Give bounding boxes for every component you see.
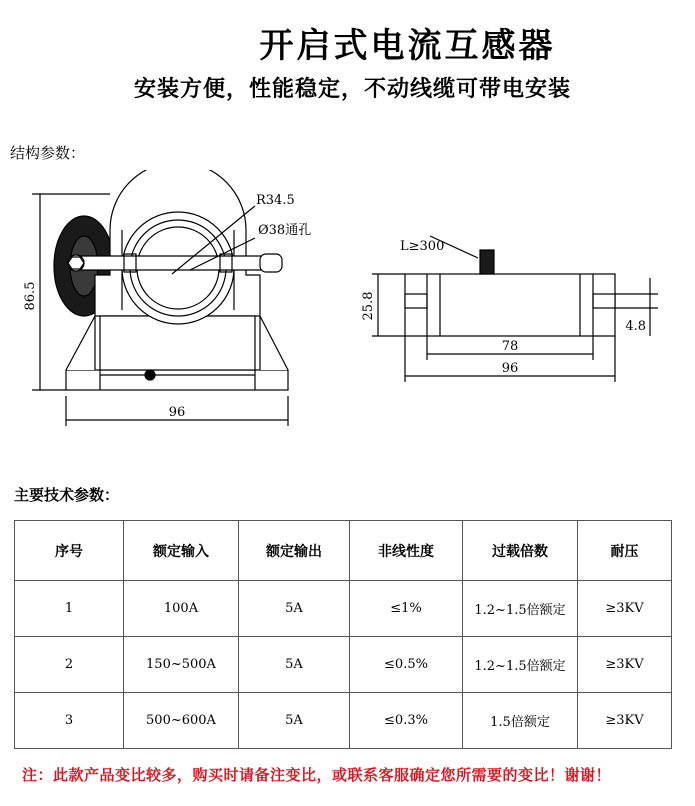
cell-withstand-voltage: ≥3KV	[578, 637, 672, 693]
structure-label: 结构参数：	[10, 144, 86, 162]
cell-nonlinearity: ≤1%	[350, 581, 463, 637]
cell-withstand-voltage: ≥3KV	[578, 693, 672, 749]
table-row	[15, 581, 672, 637]
cell-rated-output: 5A	[239, 637, 350, 693]
dim-radius: R34.5	[256, 193, 295, 208]
spec-table	[14, 520, 672, 749]
table-header-row	[15, 521, 672, 581]
cell-overload: 1.2~1.5倍额定	[463, 637, 578, 693]
page-subtitle: 安装方便，性能稳定，不动线缆可带电安装	[133, 76, 571, 102]
dim-hole: Ø38通孔	[258, 223, 312, 238]
front-view	[32, 170, 288, 426]
cell-overload: 1.5倍额定	[463, 693, 578, 749]
dim-outer-width: 96	[501, 361, 519, 376]
col-nonlinearity: 非线性度	[350, 521, 463, 581]
table-row	[15, 693, 672, 749]
cell-rated-input: 100A	[124, 581, 239, 637]
cell-withstand-voltage: ≥3KV	[578, 581, 672, 637]
cell-rated-input: 150~500A	[124, 637, 239, 693]
dim-lead: L≥300	[400, 239, 445, 254]
cell-overload: 1.2~1.5倍额定	[463, 581, 578, 637]
cell-index: 1	[15, 581, 124, 637]
ratio-note: 注：此款产品变比较多，购买时请备注变比，或联系客服确定您所需要的变比！谢谢！	[22, 766, 612, 784]
col-index: 序号	[15, 521, 124, 581]
col-withstand-voltage: 耐压	[578, 521, 672, 581]
dim-front-height: 86.5	[23, 281, 38, 311]
cell-rated-input: 500~600A	[124, 693, 239, 749]
cell-rated-output: 5A	[239, 581, 350, 637]
structure-drawing	[0, 170, 695, 440]
col-overload: 过载倍数	[463, 521, 578, 581]
dim-slot: 4.8	[625, 319, 646, 334]
cell-nonlinearity: ≤0.5%	[350, 637, 463, 693]
dim-inner-width: 78	[501, 339, 519, 354]
dim-side-height: 25.8	[361, 291, 376, 321]
specs-label: 主要技术参数：	[14, 486, 120, 504]
cell-index: 2	[15, 637, 124, 693]
cell-rated-output: 5A	[239, 693, 350, 749]
cell-nonlinearity: ≤0.3%	[350, 693, 463, 749]
col-rated-output: 额定输出	[239, 521, 350, 581]
page-title: 开启式电流互感器	[259, 26, 556, 66]
dim-front-width: 96	[168, 405, 186, 420]
cell-index: 3	[15, 693, 124, 749]
col-rated-input: 额定输入	[124, 521, 239, 581]
table-row	[15, 637, 672, 693]
